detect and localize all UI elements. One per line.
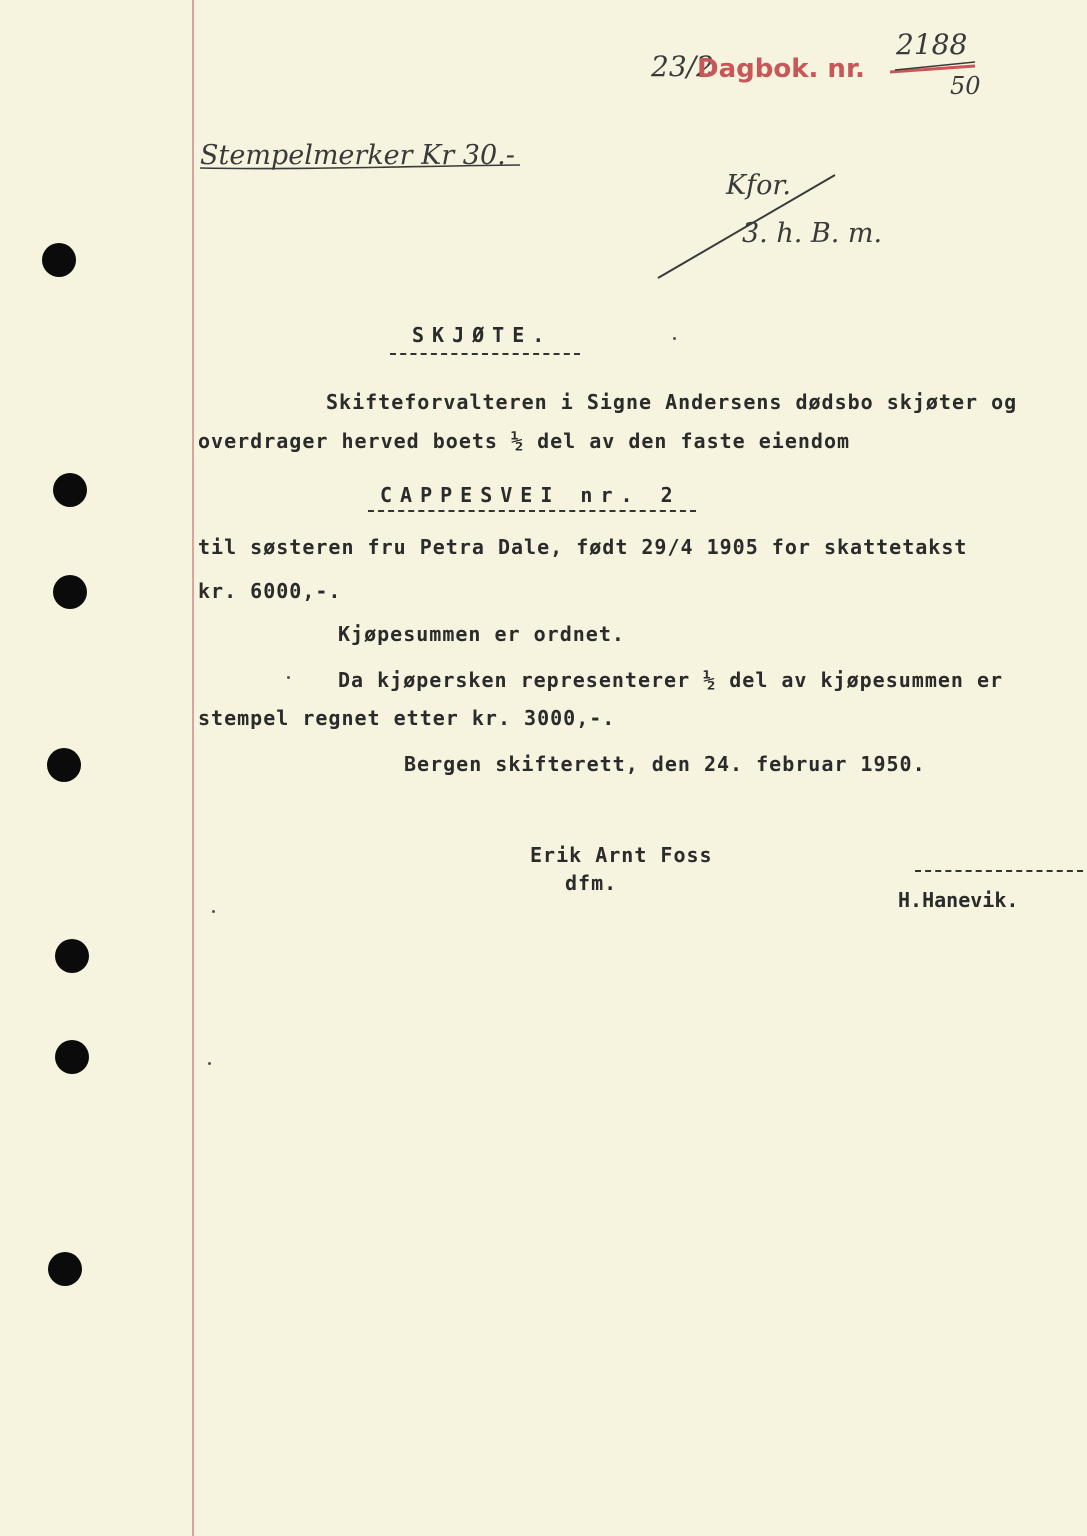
stamp-date-handwritten: 23/2: [651, 50, 714, 83]
place-date: Bergen skifterett, den 24. februar 1950.: [404, 752, 926, 776]
paragraph2-line2: kr. 6000,-.: [198, 579, 342, 603]
signer-title: dfm.: [565, 871, 618, 895]
stamp-number-handwritten: 2188: [896, 28, 968, 61]
stamp-year-handwritten: 50: [950, 72, 981, 100]
document-title: SKJØTE.: [412, 323, 553, 347]
dagbok-stamp-label: Dagbok. nr.: [697, 54, 865, 84]
paragraph4-line1: Da kjøpersken representerer ½ del av kjøpesummen er: [338, 668, 1004, 692]
paragraph2-line1: til søsteren fru Petra Dale, født 29/4 1905 for skattetakst: [198, 535, 968, 559]
initials-slash: [658, 175, 835, 278]
stamp-duty-underline: [200, 165, 520, 169]
paragraph1-line2: overdrager herved boets ½ del av den faste eiendom: [198, 429, 851, 453]
signer-name: Erik Arnt Foss: [530, 843, 713, 867]
initials-line-1: Kfor.: [726, 170, 791, 201]
initials-line-2: 3. h. B. m.: [742, 218, 883, 249]
stamp-duty-note: Stempelmerker Kr 30.-: [200, 140, 515, 171]
property-name: CAPPESVEI nr. 2: [380, 483, 681, 507]
second-signer: H.Hanevik.: [898, 888, 1019, 912]
paragraph3: Kjøpesummen er ordnet.: [338, 622, 625, 646]
paragraph4-line2: stempel regnet etter kr. 3000,-.: [198, 706, 616, 730]
paragraph1-line1: Skifteforvalteren i Signe Andersens dødsbo skjøter og: [326, 390, 1018, 414]
